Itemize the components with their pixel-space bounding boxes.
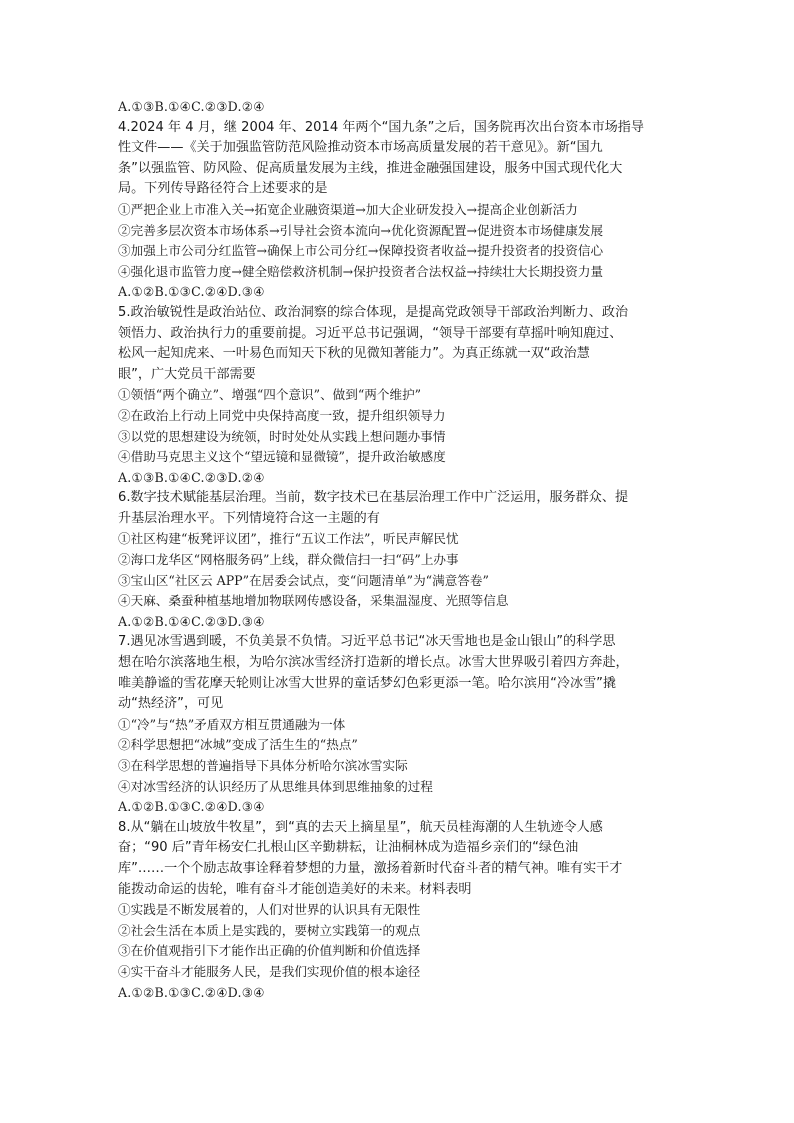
q7-answer-choices: A.①②B.①③C.②④D.③④: [118, 799, 265, 815]
q7-option-4: ④对冰雪经济的认识经历了从思维具体到思维抽象的过程: [118, 778, 433, 794]
q4-option-4: ④强化退市监管力度→健全赔偿救济机制→保护投资者合法权益→持续壮大长期投资力量: [118, 263, 604, 279]
q3-answer-choices: A.①③B.①④C.②③D.②④: [118, 99, 265, 114]
q7-stem-line: 动“热经济”，可见: [118, 696, 224, 712]
q8-option-1: ①实践是不断发展着的，人们对世界的认识具有无限性: [118, 902, 421, 918]
q5-option-2: ②在政治上行动上同党中央保持高度一致，提升组织领导力: [118, 407, 446, 423]
q7-stem-line: 7.遇见冰雪遇到暖，不负美景不负情。习近平总书记“冰天雪地也是金山银山”的科学思: [118, 634, 616, 650]
q8-option-4: ④实干奋斗才能服务人民，是我们实现价值的根本途径: [118, 963, 421, 979]
q8-stem-line: 能拨动命运的齿轮，唯有奋斗才能创造美好的未来。材料表明: [118, 881, 472, 897]
q7-option-3: ③在科学思想的普遍指导下具体分析哈尔滨冰雪实际: [118, 758, 408, 773]
q8-stem-line: 8.从“躺在山坡放牛牧星”，到“真的去天上摘星星”，航天员桂海潮的人生轨迹令人感: [118, 819, 603, 835]
q5-option-1: ①领悟“两个确立”、增强“四个意识”、做到“两个维护”: [118, 387, 422, 403]
q5-option-4: ④借助马克思主义这个“望远镜和显微镜”，提升政治敏感度: [118, 449, 446, 465]
question-8: [118, 818, 678, 1003]
q6-option-1: ①社区构建“板凳评议团”，推行“五议工作法”，听民声解民忧: [118, 531, 459, 547]
question-7: [118, 632, 678, 817]
question-4: [118, 118, 678, 303]
q8-option-2: ②社会生活在本质上是实践的，要树立实践第一的观点: [118, 922, 421, 938]
q4-stem-line: 局。下列传导路径符合上述要求的是: [118, 181, 328, 197]
q8-stem-line: 库”……一个个励志故事诠释着梦想的力量，激扬着新时代奋斗者的精气神。唯有实干才: [118, 860, 623, 876]
q4-stem-line: 条”以强监管、防风险、促高质量发展为主线，推进金融强国建设，服务中国式现代化大: [118, 160, 623, 176]
q4-stem-line: 4.2024 年 4 月，继 2004 年、2014 年两个“国九条”之后，国务院再次出台资本市场指导: [118, 119, 644, 135]
q4-option-3: ③加强上市公司分红监管→确保上市公司分红→保障投资者收益→提升投资者的投资信心: [118, 243, 604, 259]
q4-option-1: ①严把企业上市准入关→拓宽企业融资渠道→加大企业研发投入→提高企业创新活力: [118, 201, 578, 217]
q5-answer-choices: A.①③B.①④C.②③D.②④: [118, 469, 265, 485]
q8-stem-line: 奋；“90 后”青年杨安仁扎根山区辛勤耕耘，让油桐林成为造福乡亲们的“绿色油: [118, 840, 579, 856]
q5-stem-line: 5.政治敏锐性是政治站位、政治洞察的综合体现，是提高党政领导干部政治判断力、政治: [118, 304, 629, 320]
q7-stem-line: 唯美静谧的雪花摩天轮则让冰雪大世界的童话梦幻色彩更添一笔。哈尔滨用“冷冰雪”撬: [118, 675, 617, 691]
q4-answer-choices: A.①②B.①③C.②④D.③④: [118, 284, 265, 300]
q5-stem-line: 眼”，广大党员干部需要: [118, 366, 256, 382]
q6-stem-line: 升基层治理水平。下列情境符合这一主题的有: [118, 510, 380, 526]
q6-option-3: ③宝山区“社区云 APP”在居委会试点，变“问题清单”为“满意答卷”: [118, 572, 489, 588]
q7-stem-line: 想在哈尔滨落地生根，为哈尔滨冰雪经济打造新的增长点。冰雪大世界吸引着四方奔赴，: [118, 655, 629, 671]
q7-option-1: ①“冷”与“热”矛盾双方相互贯通融为一体: [118, 716, 346, 732]
q6-answer-choices: A.①②B.①④C.②③D.③④: [118, 613, 265, 629]
q8-option-3: ③在价值观指引下才能作出正确的价值判断和价值选择: [118, 943, 421, 959]
q6-option-4: ④天麻、桑蚕种植基地增加物联网传感设备，采集温湿度、光照等信息: [118, 593, 509, 609]
q4-stem-line: 性文件——《关于加强监管防范风险推动资本市场高质量发展的若干意见》。新“国九: [118, 140, 603, 156]
q8-answer-choices: A.①②B.①③C.②④D.③④: [118, 984, 265, 1000]
question-5: [118, 303, 678, 488]
question-list: [118, 97, 678, 1003]
q6-stem-line: 6.数字技术赋能基层治理。当前，数字技术已在基层治理工作中广泛运用，服务群众、提: [118, 490, 629, 506]
q6-option-2: ②海口龙华区“网格服务码”上线，群众微信扫一扫“码”上办事: [118, 552, 459, 568]
q5-option-3: ③以党的思想建设为统领，时时处处从实践上想问题办事情: [118, 428, 446, 444]
q5-stem-line: 松风一起知虎来、一叶易色而知天下秋的见微知著能力”。为真正练就一双“政治慧: [118, 346, 590, 362]
q5-stem-line: 领悟力、政治执行力的重要前提。习近平总书记强调，“领导干部要有草摇叶响知鹿过、: [118, 325, 623, 341]
q7-option-2: ②科学思想把“冰城”变成了活生生的“热点”: [118, 737, 358, 753]
q4-option-2: ②完善多层次资本市场体系→引导社会资本流向→优化资源配置→促进资本市场健康发展: [118, 222, 604, 238]
question-6: [118, 488, 678, 632]
